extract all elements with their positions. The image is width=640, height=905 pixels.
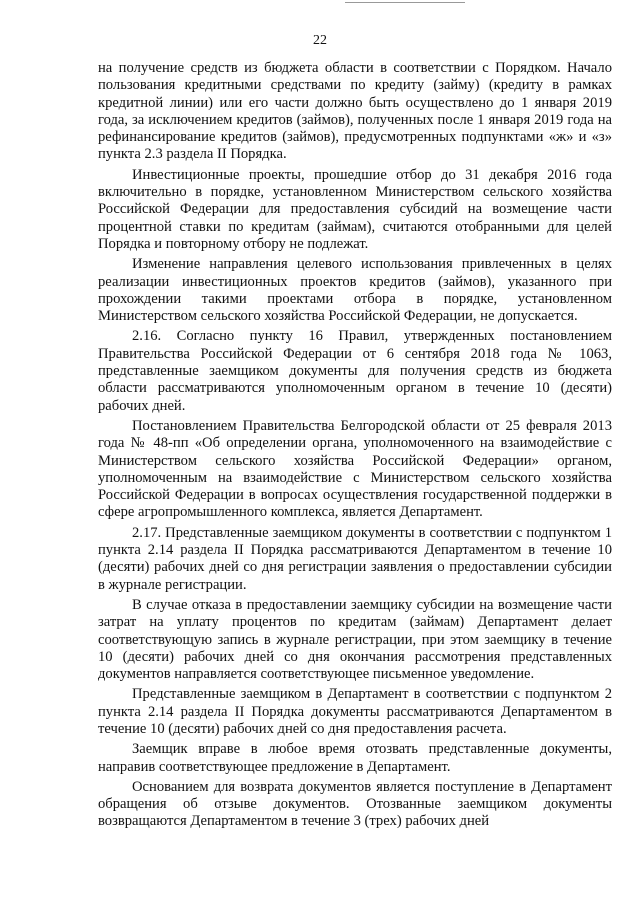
paragraph-2: Инвестиционные проекты, прошедшие отбор до 31 декабря 2016 года включительно в порядке, установленном Министерством сельского хозяйства Российской Федерации для предоставления субсидий на возмещение части процентной ставки по кредитам (займам), считаются отобранными для целей Порядка и повторному отбору не подлежат. bbox=[98, 166, 612, 252]
paragraph-4: 2.16. Согласно пункту 16 Правил, утвержденных постановлением Правительства Российской Федерации от 6 сентября 2018 года № 1063, представленные заемщиком документы для получения средств из бюджета области рассматриваются уполномоченным органом в течение 10 (десяти) рабочих дней. bbox=[98, 328, 612, 414]
paragraph-6: 2.17. Представленные заемщиком документы в соответствии с подпунктом 1 пункта 2.14 раздела II Порядка рассматриваются Департаментом в течение 10 (десяти) рабочих дней со дня регистрации заявления о предоставлении субсидии в журнале регистрации. bbox=[98, 524, 612, 593]
paragraph-5: Постановлением Правительства Белгородской области от 25 февраля 2013 года № 48-пп «Об определении органа, уполномоченного на взаимодействие с Министерством сельского хозяйства Российской Федерации» органом, уполномоченным на взаимодействие с Министерством сельского хозяйства Российской Федерации в вопросах осуществления государственной поддержки в сфере агропромышленного комплекса, является Департамент. bbox=[98, 417, 612, 521]
paragraph-10: Основанием для возврата документов является поступление в Департамент обращения об отзыве документов. Отозванные заемщиком документы возвращаются Департаментом в течение 3 (трех) рабочих дней bbox=[98, 778, 612, 830]
paragraph-9: Заемщик вправе в любое время отозвать представленные документы, направив соответствующее предложение в Департамент. bbox=[98, 741, 612, 775]
document-body bbox=[98, 60, 612, 834]
paragraph-1: на получение средств из бюджета области в соответствии с Порядком. Начало пользования кредитными средствами по кредиту (займу) (кредиту в рамках кредитной линии) или его части должно быть осуществлено до 1 января 2019 года, за исключением кредитов (займов), полученных после 1 января 2019 года на рефинансирование кредитов (займов), предусмотренных подпунктами «ж» и «з» пункта 2.3 раздела II Порядка. bbox=[98, 60, 612, 163]
page-number: 22 bbox=[313, 33, 327, 48]
paragraph-3: Изменение направления целевого использования привлеченных в целях реализации инвестиционных проектов кредитов (займов), указанного при прохождении такими проектами отбора в порядке, установленном Министерством сельского хозяйства Российской Федерации, не допускается. bbox=[98, 256, 612, 325]
scan-artifact-top bbox=[345, 2, 465, 3]
paragraph-8: Представленные заемщиком в Департамент в соответствии с подпунктом 2 пункта 2.14 раздела II Порядка документы рассматриваются Департаментом в течение 10 (десяти) рабочих дней со дня предоставления расчета. bbox=[98, 686, 612, 737]
paragraph-7: В случае отказа в предоставлении заемщику субсидии на возмещение части затрат на уплату процентов по кредитам (займам) Департамент делает соответствующую запись в журнале регистрации, при этом заемщику в течение 10 (десяти) рабочих дней со дня окончания рассмотрения представленных документов направляется соответствующее письменное уведомление. bbox=[98, 596, 612, 683]
